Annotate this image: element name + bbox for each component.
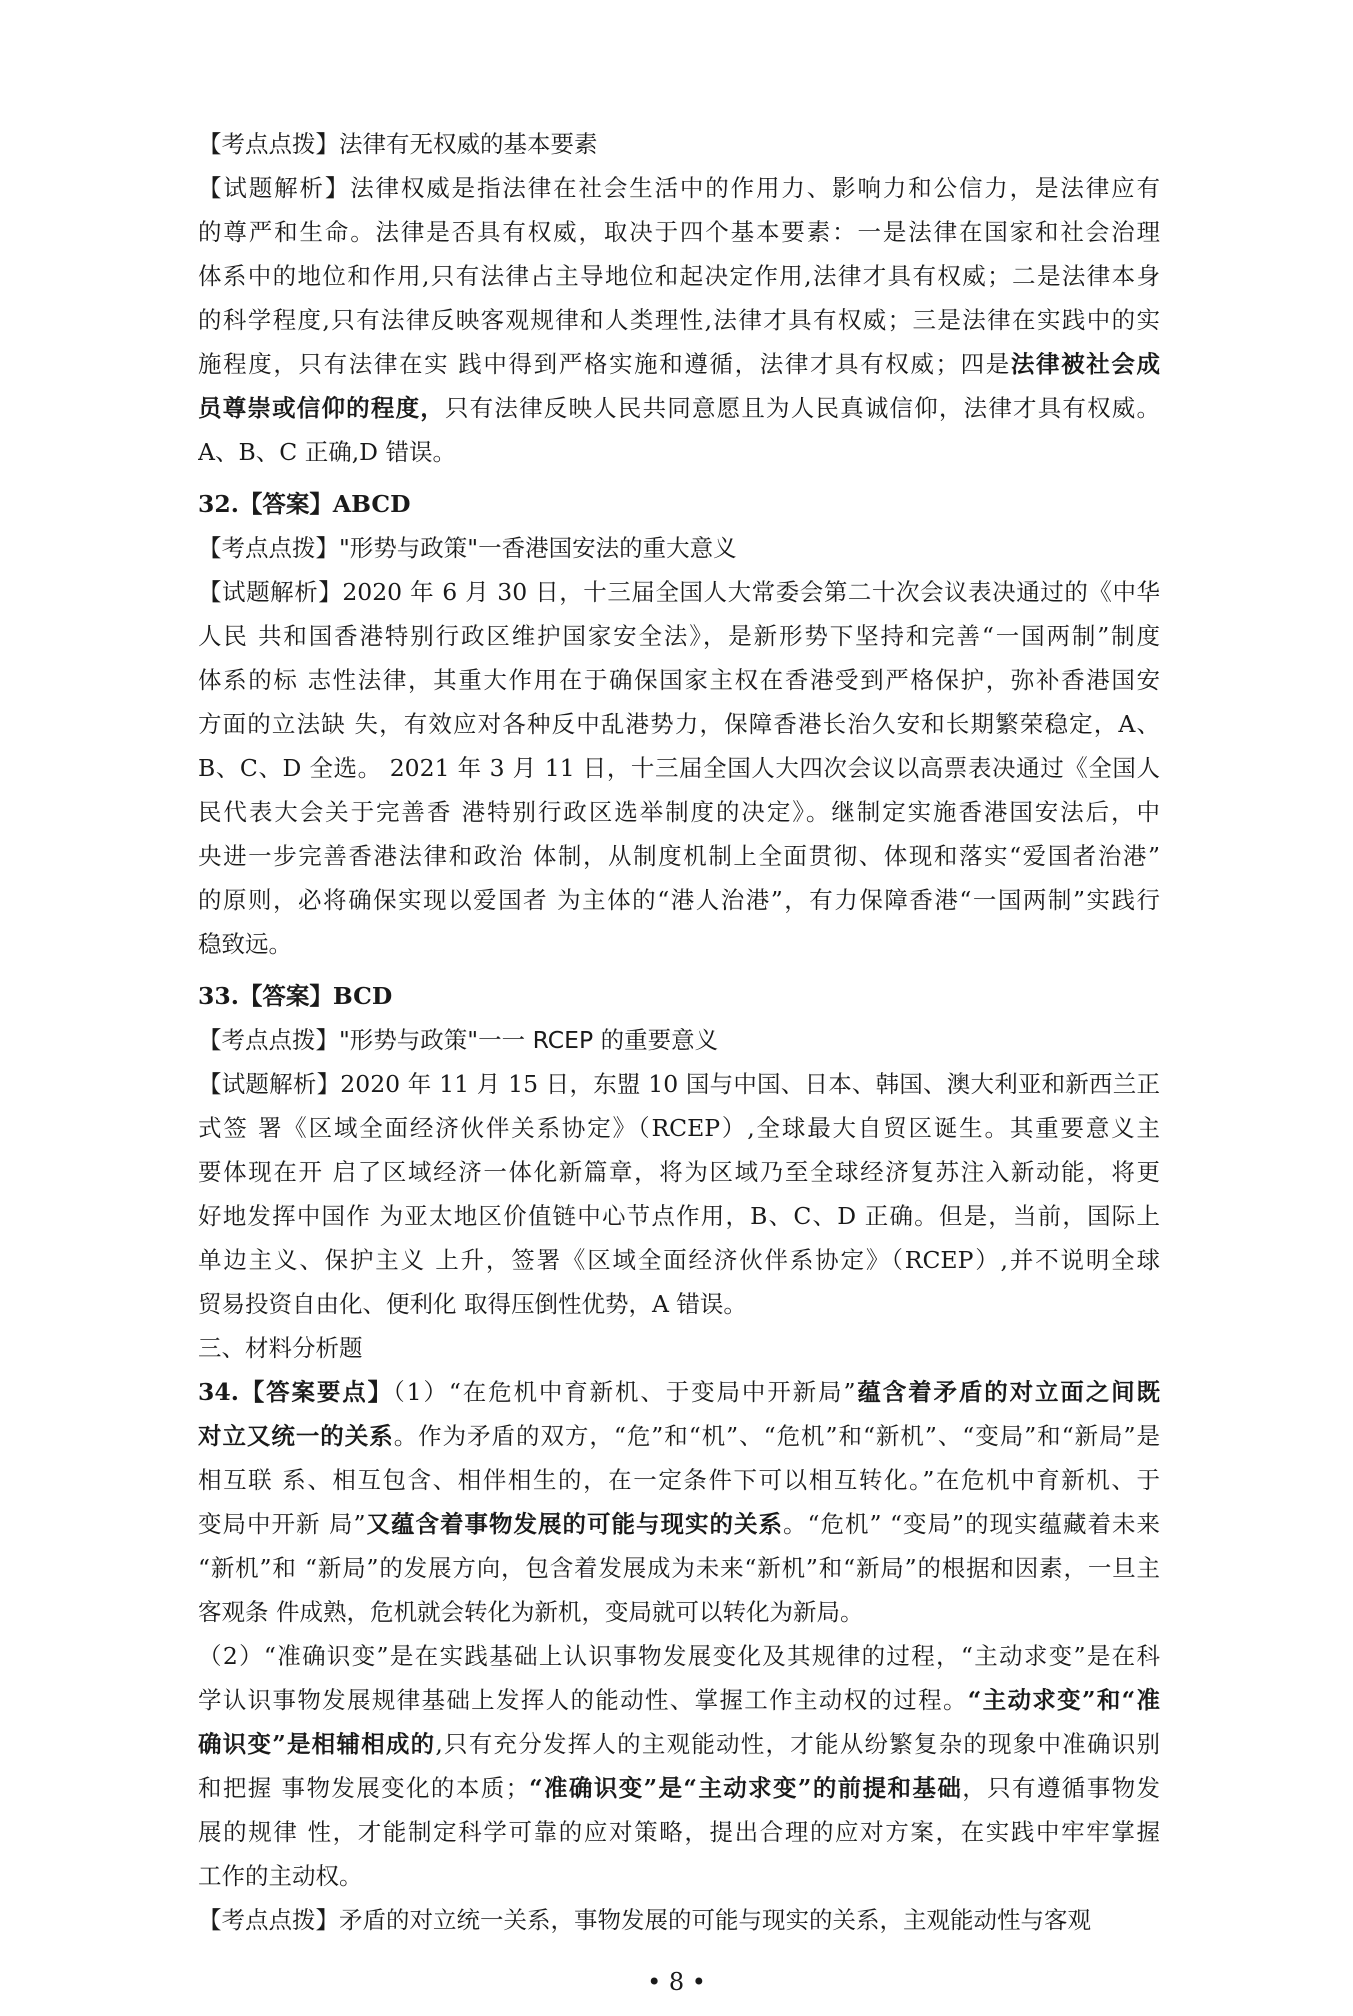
bold-text: “准确识变”是“主动求变”的前提和基础 (529, 1774, 963, 1802)
text-line (198, 1282, 1160, 1326)
text-line (198, 1502, 1160, 1546)
spacer (198, 474, 1160, 482)
text-line (198, 1898, 1160, 1942)
text-line (198, 834, 1160, 878)
text-span: 。作为矛盾的双方，“危”和“机”、“危机”和“新机”、“变局”和“新局”是 (393, 1422, 1160, 1450)
bold-text: 34.【答案要点】 (198, 1378, 394, 1406)
text-span: 只有法律反映人民共同意愿且为人民真诚信仰，法律才具有权威。 (444, 394, 1160, 422)
text-span: 要体现在开 启了区域经济一体化新篇章，将为区域乃至全球经济复苏注入新动能，将更 (198, 1158, 1160, 1186)
text-span: 三、材料分析题 (198, 1334, 363, 1362)
text-span: B、C、D 全选。 2021 年 3 月 11 日，十三届全国人大四次会议以高票表决通过《全国人 (198, 754, 1160, 782)
text-line (198, 1106, 1160, 1150)
text-span: 的尊严和生命。法律是否具有权威，取决于四个基本要素：一是法律在国家和社会治理 (198, 218, 1160, 246)
section-heading (198, 482, 1160, 526)
text-line (198, 1326, 1160, 1370)
text-span: 【考点点拨】"形势与政策"一香港国安法的重大意义 (198, 534, 737, 562)
text-line (198, 254, 1160, 298)
text-span: （1）“在危机中育新机、于变局中开新局” (393, 1378, 856, 1406)
text-span: 体系中的地位和作用,只有法律占主导地位和起决定作用,法律才具有权威；二是法律本身 (198, 262, 1160, 290)
section-heading (198, 526, 1160, 570)
text-span: 学认识事物发展规律基础上发挥人的能动性、掌握工作主动权的过程。 (198, 1686, 968, 1714)
text-line (198, 1458, 1160, 1502)
text-line (198, 1766, 1160, 1810)
text-span: 【考点点拨】"形势与政策"一一 RCEP 的重要意义 (198, 1026, 719, 1054)
bold-text: 又蕴含着事物发展的可能与现实的关系 (365, 1510, 783, 1538)
text-span: 民代表大会关于完善香 港特别行政区选举制度的决定》。继制定实施香港国安法后，中 (198, 798, 1160, 826)
text-span: 的原则，必将确保实现以爱国者 为主体的“港人治港”，有力保障香港“一国两制”实践行 (198, 886, 1160, 914)
text-line (198, 1238, 1160, 1282)
text-span: 。“危机” “变局”的现实蕴藏着未来 (782, 1510, 1160, 1538)
text-span: 【考点点拨】法律有无权威的基本要素 (198, 130, 598, 158)
text-span: 单边主义、保护主义 上升，签署《区域全面经济伙伴系协定》（RCEP）,并不说明全球 (198, 1246, 1160, 1274)
text-span: 施程度，只有法律在实 践中得到严格实施和遵循，法律才具有权威；四是 (198, 350, 1011, 378)
text-span: 人民 共和国香港特别行政区维护国家安全法》，是新形势下坚持和完善“一国两制”制度 (198, 622, 1160, 650)
text-line (198, 1590, 1160, 1634)
text-line (198, 1062, 1160, 1106)
text-span: （2）“准确识变”是在实践基础上认识事物发展变化及其规律的过程，“主动求变”是在科 (198, 1642, 1160, 1670)
text-line (198, 746, 1160, 790)
text-line (198, 1722, 1160, 1766)
text-line (198, 1150, 1160, 1194)
text-line (198, 1810, 1160, 1854)
page-number: • 8 • (647, 1968, 706, 1996)
text-line (198, 878, 1160, 922)
text-line (198, 922, 1160, 966)
text-line (198, 1854, 1160, 1898)
text-line (198, 702, 1160, 746)
text-span: 【考点点拨】矛盾的对立统一关系，事物发展的可能与现实的关系，主观能动性与客观 (198, 1906, 1091, 1934)
bold-text: 蕴含着矛盾的对立面之间既 (855, 1378, 1160, 1406)
text-line (198, 1414, 1160, 1458)
text-span: ，只有遵循事物发 (962, 1774, 1160, 1802)
bold-text: 确识变”是相辅相成的 (198, 1730, 436, 1758)
text-span: 展的规律 性，才能制定科学可靠的应对策略，提出合理的应对方案，在实践中牢牢掌握 (198, 1818, 1160, 1846)
text-span: 工作的主动权。 (198, 1862, 363, 1890)
text-span: 贸易投资自由化、便利化 取得压倒性优势，A 错误。 (198, 1290, 747, 1318)
text-line (198, 210, 1160, 254)
text-span: 和把握 事物发展变化的本质； (198, 1774, 530, 1802)
section-heading (198, 1018, 1160, 1062)
text-span: 客观条 件成熟，危机就会转化为新机，变局就可以转化为新局。 (198, 1598, 864, 1626)
text-line (198, 1194, 1160, 1238)
text-span: A、B、C 正确,D 错误。 (198, 438, 456, 466)
spacer (198, 966, 1160, 974)
bold-text: 法律被社会成 (1010, 350, 1160, 378)
text-line (198, 658, 1160, 702)
text-span: ,只有充分发挥人的主观能动性，才能从纷繁复杂的现象中准确识别 (435, 1730, 1160, 1758)
text-span: 式签 署《区域全面经济伙伴关系协定》（RCEP）,全球最大自贸区诞生。其重要意义主 (198, 1114, 1160, 1142)
text-span: 变局中开新 局” (198, 1510, 366, 1538)
text-line (198, 386, 1160, 430)
text-span: 稳致远。 (198, 930, 292, 958)
text-line (198, 1370, 1160, 1414)
bold-text: 对立又统一的关系 (198, 1422, 394, 1450)
bold-text: 33.【答案】BCD (198, 982, 393, 1010)
text-line (198, 430, 1160, 474)
text-line (198, 790, 1160, 834)
text-line (198, 1678, 1160, 1722)
text-span: 方面的立法缺 失，有效应对各种反中乱港势力，保障香港长治久安和长期繁荣稳定，A、 (198, 710, 1160, 738)
text-line (198, 166, 1160, 210)
text-line (198, 614, 1160, 658)
bold-text: 员尊崇或信仰的程度， (198, 394, 445, 422)
text-span: 【试题解析】2020 年 6 月 30 日，十三届全国人大常委会第二十次会议表决通过的《中华 (198, 578, 1160, 606)
text-line (198, 1546, 1160, 1590)
text-line (198, 570, 1160, 614)
text-span: 体系的标 志性法律，其重大作用在于确保国家主权在香港受到严格保护，弥补香港国安 (198, 666, 1160, 694)
text-span: 相互联 系、相互包含、相伴相生的，在一定条件下可以相互转化。”在危机中育新机、于 (198, 1466, 1160, 1494)
text-line (198, 298, 1160, 342)
text-span: 【试题解析】2020 年 11 月 15 日，东盟 10 国与中国、日本、韩国、澳大利亚和新西兰正 (198, 1070, 1160, 1098)
section-heading (198, 974, 1160, 1018)
text-span: 【试题解析】法律权威是指法律在社会生活中的作用力、影响力和公信力，是法律应有 (198, 174, 1160, 202)
text-span: 的科学程度,只有法律反映客观规律和人类理性,法律才具有权威；三是法律在实践中的实 (198, 306, 1160, 334)
bold-text: “主动求变”和“准 (967, 1686, 1160, 1714)
text-line (198, 1634, 1160, 1678)
text-span: 央进一步完善香港法律和政治 体制，从制度机制上全面贯彻、体现和落实“爱国者治港” (198, 842, 1160, 870)
text-line (198, 342, 1160, 386)
text-span: 好地发挥中国作 为亚太地区价值链中心节点作用，B、C、D 正确。但是，当前，国际上 (198, 1202, 1160, 1230)
bold-text: 32.【答案】ABCD (198, 490, 411, 518)
text-span: “新机”和 “新局”的发展方向，包含着发展成为未来“新机”和“新局”的根据和因素，一旦主 (198, 1554, 1160, 1582)
document-body (198, 122, 1160, 1942)
section-heading (198, 122, 1160, 166)
